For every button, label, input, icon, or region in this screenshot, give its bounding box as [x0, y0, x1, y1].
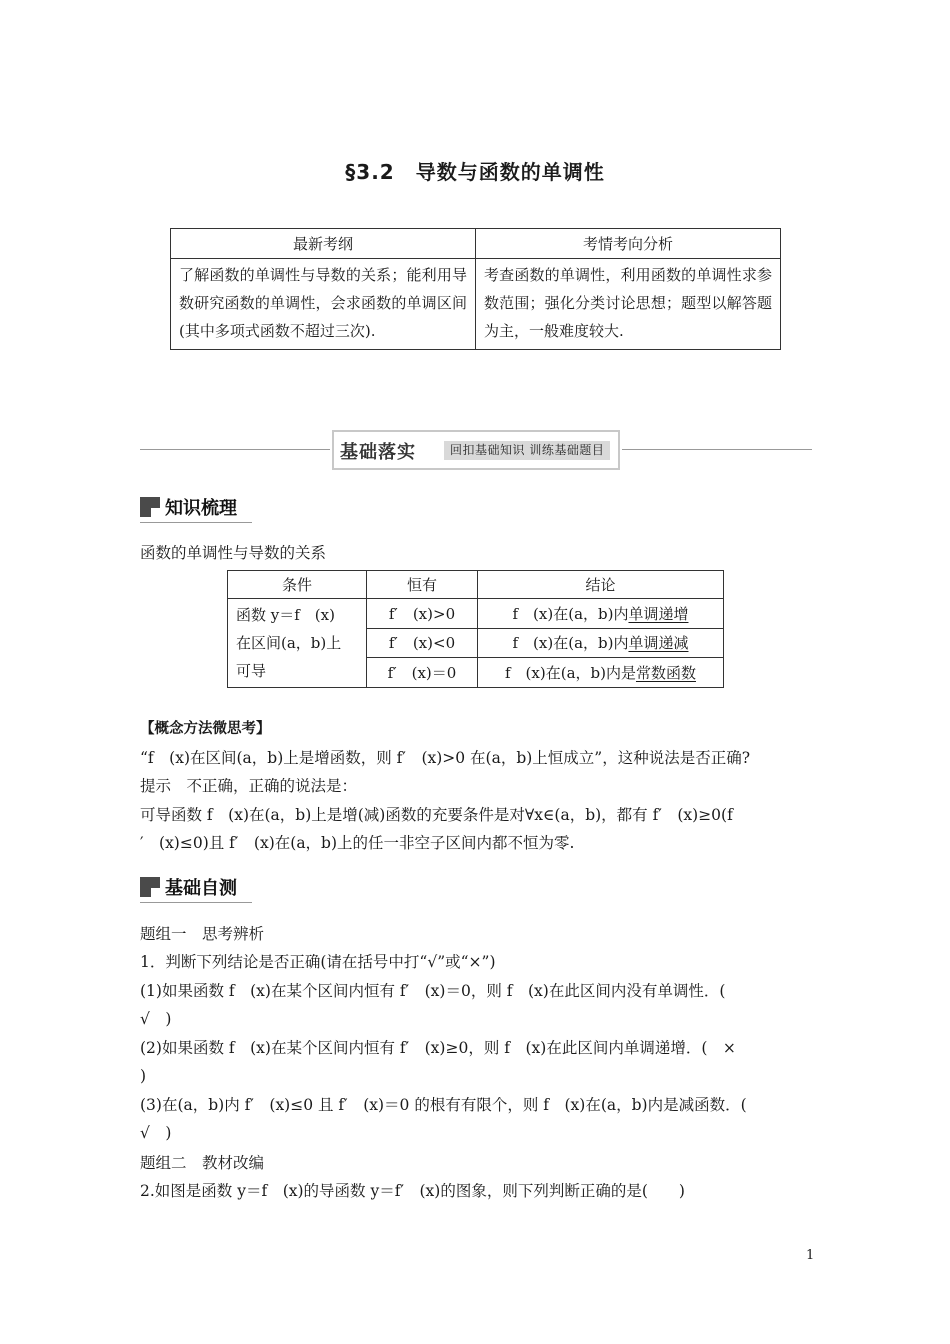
heading-underline	[140, 902, 252, 903]
section-square-icon	[140, 497, 160, 517]
monotonicity-table	[227, 570, 724, 688]
page-number: 1	[806, 1248, 815, 1263]
conclusion-cell: f (x)在(a，b)内单调递增	[478, 599, 724, 629]
col-header-always: 恒有	[367, 571, 478, 599]
list-item: (1)如果函数 f (x)在某个区间内恒有 f′ (x)＝0，则 f (x)在此区间内没有单调性．(	[140, 982, 726, 1000]
banner-subtitle: 回扣基础知识 训练基础题目	[444, 441, 610, 460]
exam-outline-table	[170, 228, 781, 350]
col-header-condition: 条件	[228, 571, 367, 599]
banner-title: 基础落实	[340, 442, 416, 463]
heading-underline	[140, 522, 252, 523]
section-banner	[332, 430, 620, 470]
concept-question: “f (x)在区间(a，b)上是增函数，则 f′ (x)>0 在(a，b)上恒成立”，这种说法是否正确?	[140, 749, 751, 767]
derivative-value: f′ (x)>0	[367, 599, 478, 629]
analysis-text: 考查函数的单调性，利用函数的单调性求参数范围；强化分类讨论思想；题型以解答题为主，一般难度较大.	[476, 259, 781, 350]
list-item: (3)在(a，b)内 f′ (x)≤0 且 f′ (x)＝0 的根有有限个，则 f (x)在(a，b)内是减函数．(	[140, 1096, 747, 1114]
question-1: 1．判断下列结论是否正确(请在括号中打“√”或“×”)	[140, 953, 496, 971]
list-item: (2)如果函数 f (x)在某个区间内恒有 f′ (x)≥0，则 f (x)在此区间内单调递增．( ×	[140, 1039, 736, 1057]
table-header-outline: 最新考纲	[171, 229, 476, 259]
section-heading-selftest: 基础自测	[140, 877, 290, 907]
knowledge-intro: 函数的单调性与导数的关系	[140, 544, 327, 562]
list-item-answer: )	[140, 1067, 147, 1085]
derivative-value: f′ (x)＝0	[367, 658, 478, 688]
question-2: 2.如图是函数 y＝f (x)的导函数 y＝f′ (x)的图象，则下列判断正确的是( )	[140, 1182, 685, 1200]
concept-heading: 【概念方法微思考】	[140, 721, 271, 737]
concept-answer-2: ′ (x)≤0)且 f′ (x)在(a，b)上的任一非空子区间内都不恒为零.	[140, 834, 575, 852]
page-title: §3.2 导数与函数的单调性	[345, 160, 605, 184]
section-heading-knowledge: 知识梳理	[140, 497, 290, 527]
list-item-answer: √ )	[140, 1010, 172, 1028]
section-square-icon	[140, 877, 160, 897]
list-item-answer: √ )	[140, 1124, 172, 1142]
banner-divider-right	[622, 449, 812, 450]
col-header-conclusion: 结论	[478, 571, 724, 599]
banner-divider-left	[140, 449, 330, 450]
conclusion-cell: f (x)在(a，b)内单调递减	[478, 628, 724, 658]
conclusion-cell: f (x)在(a，b)内是常数函数	[478, 658, 724, 688]
concept-answer-1: 可导函数 f (x)在(a，b)上是增(减)函数的充要条件是对∀x∈(a，b)，都有 f′ (x)≥0(f	[140, 806, 733, 824]
derivative-value: f′ (x)<0	[367, 628, 478, 658]
outline-text: 了解函数的单调性与导数的关系；能利用导数研究函数的单调性，会求函数的单调区间(其中多项式函数不超过三次).	[171, 259, 476, 350]
concept-hint: 提示 不正确，正确的说法是：	[140, 777, 358, 795]
group-one-title: 题组一 思考辨析	[140, 925, 265, 943]
group-two-title: 题组二 教材改编	[140, 1154, 265, 1172]
table-row	[228, 599, 724, 629]
condition-cell: 函数 y＝f (x) 在区间(a，b)上 可导	[228, 599, 367, 688]
table-header-analysis: 考情考向分析	[476, 229, 781, 259]
